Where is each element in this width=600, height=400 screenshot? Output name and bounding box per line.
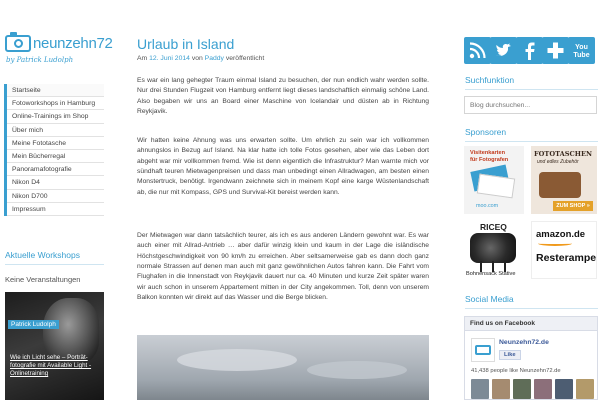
ad-visitenkarten-line2: für Fotografen — [470, 157, 509, 163]
article-paragraph: Der Mietwagen war dann tatsächlich teurer, als ich es aus anderen Ländern gewohnt war. Es war auch einer mit Allrad-Antrieb … aber dafür winzig klein und kaum in der Lage die isländische Höchstgeschwindigkeit von 90 km/h zu erreichen. Aber seltsamerweise gab es dann doch ganz normale Strassen auf denen man auch mit ganz gewöhnlichen Autos fahren kann. Die Fahrt vom Flughafen in die Innenstadt von Reykjavik dauert nur ca. 40 Minuten und kurze Zeit später waren wir auch schon in unserem Appartement mitten in der City angekommen. Toll, denn von unserem Balkon konnten wir direkt auf das Wasser und die Berge blicken. — [137, 232, 429, 302]
fan-avatar[interactable] — [534, 379, 552, 399]
promo-badge: Patrick Ludolph — [8, 320, 59, 329]
facebook-icon[interactable] — [516, 37, 543, 64]
ad-visitenkarten[interactable] — [464, 146, 524, 214]
article-author-link[interactable]: Paddy — [204, 55, 224, 62]
article-paragraph: Wir hatten keine Ahnung was uns erwarten sollte. Um ehrlich zu sein war ich vollkommen ahnungslos in Bezug auf Island. Na klar hatte ich tolle Fotos gesehen, aber wie das Leben dort abgeht war mir vollkommen fremd. Wie ist denn eigentlich die Infrastruktur? Man warnte mich vor sündhaft teuren Mietwagenpreisen und dass man unbedingt einen Allradwagen, am besten einen Monstertruck, benötigt. Irgendwann zeichnete sich in meinem Kopf eine karge Wüstenlandschaft ab, die nur mit Kompass, GPS und Survival-Kit bereist werden kann. — [137, 137, 429, 196]
article-title[interactable]: Urlaub in Island — [137, 36, 235, 52]
sponsors-heading: Sponsoren — [465, 127, 507, 137]
article-photo[interactable] — [137, 335, 429, 400]
nav-item-startseite[interactable]: Startseite — [7, 84, 104, 97]
youtube-label-top: You — [575, 44, 588, 51]
article-paragraph: Es war ein lang gehegter Traum einmal Island zu besuchen, der nun endlich wahr werden sollte. Nur drei Stunden Flugzeit von Hamburg entfernt liegt dieses landschaftlich einmalig schöne Land. Also begaben wir uns an Board einer Maschine von Icelandair und düsten ab in Richtung Reykjavik. — [137, 77, 429, 116]
ad-riceq-brand: RICEQ — [480, 222, 507, 232]
article-meta — [137, 55, 264, 62]
nav-item-panoramafotografie[interactable]: Panoramafotografie — [7, 163, 104, 176]
promo-caption[interactable]: Wie ich Licht sehe – Porträt-fotografie mit Available Light - Onlinetraining — [10, 354, 92, 377]
workshops-divider — [5, 264, 104, 265]
fan-avatar[interactable] — [576, 379, 594, 399]
nav-item-impressum[interactable]: Impressum — [7, 203, 104, 216]
meta-suffix: veröffentlicht — [225, 55, 265, 62]
nav-item-online-trainings[interactable]: Online-Trainings im Shop — [7, 110, 104, 123]
facebook-widget-header[interactable]: Find us on Facebook — [465, 317, 597, 331]
search-input[interactable] — [464, 96, 597, 114]
facebook-page-name[interactable]: Neunzehn72.de — [499, 339, 549, 346]
ad-visitenkarten-footer: moo.com — [476, 203, 499, 209]
fan-avatar[interactable] — [555, 379, 573, 399]
plus-icon[interactable] — [542, 37, 569, 64]
workshops-empty-text: Keine Veranstaltungen — [5, 275, 81, 284]
main-nav — [4, 84, 104, 216]
card-image — [477, 174, 515, 199]
fan-avatar[interactable] — [471, 379, 489, 399]
youtube-label-bottom: Tube — [573, 52, 590, 59]
search-heading: Suchfunktion — [465, 75, 515, 85]
nav-item-fototasche[interactable]: Meine Fototasche — [7, 137, 104, 150]
nav-item-nikon-d4[interactable]: Nikon D4 — [7, 176, 104, 189]
ad-fototaschen-title: FOTOTASCHEN — [534, 150, 593, 158]
ad-amazon[interactable] — [531, 221, 597, 279]
sponsors-divider — [465, 141, 598, 142]
social-media-divider — [465, 308, 598, 309]
meta-by: von — [191, 55, 203, 62]
amazon-smile-icon — [538, 241, 572, 246]
ad-fototaschen[interactable] — [531, 146, 597, 214]
ad-riceq[interactable] — [464, 221, 524, 279]
facebook-widget — [464, 316, 598, 400]
like-count: 41,438 people like Neunzehn72.de — [471, 368, 561, 374]
like-button[interactable]: Like — [499, 350, 521, 360]
logo-name: neunzehn72 — [33, 35, 113, 52]
ad-fototaschen-button[interactable]: ZUM SHOP » — [553, 201, 593, 211]
search-divider — [465, 89, 598, 90]
youtube-icon[interactable] — [568, 37, 595, 64]
ad-riceq-caption: Bohnensack Stative — [466, 271, 516, 277]
camera-icon — [5, 35, 31, 52]
fan-avatar[interactable] — [513, 379, 531, 399]
bag-image — [539, 172, 581, 198]
meta-prefix: Am — [137, 55, 148, 62]
nav-item-fotoworkshops[interactable]: Fotoworkshops in Hamburg — [7, 97, 104, 110]
logo-byline: by Patrick Ludolph — [6, 56, 74, 64]
camera-bag-image — [470, 233, 516, 263]
ad-visitenkarten-line1: Visitenkarten — [470, 150, 506, 156]
nav-item-nikon-d700[interactable]: Nikon D700 — [7, 190, 104, 203]
fan-avatar[interactable] — [492, 379, 510, 399]
rss-icon[interactable] — [464, 37, 491, 64]
ad-amazon-brand: amazon.de — [536, 229, 586, 240]
ad-amazon-caption: Resterampe — [536, 252, 597, 264]
nav-item-ueber-mich[interactable]: Über mich — [7, 124, 104, 137]
page-thumbnail[interactable] — [471, 338, 495, 362]
twitter-icon[interactable] — [490, 37, 517, 64]
workshops-heading: Aktuelle Workshops — [5, 250, 80, 260]
nav-item-buecherregal[interactable]: Mein Bücherregal — [7, 150, 104, 163]
article-date-link[interactable]: 12. Juni 2014 — [149, 55, 190, 62]
site-logo[interactable] — [4, 32, 113, 72]
ad-fototaschen-subtitle: und edles Zubehör — [537, 159, 579, 165]
promo-banner[interactable] — [5, 292, 104, 400]
social-media-heading: Social Media — [465, 294, 514, 304]
